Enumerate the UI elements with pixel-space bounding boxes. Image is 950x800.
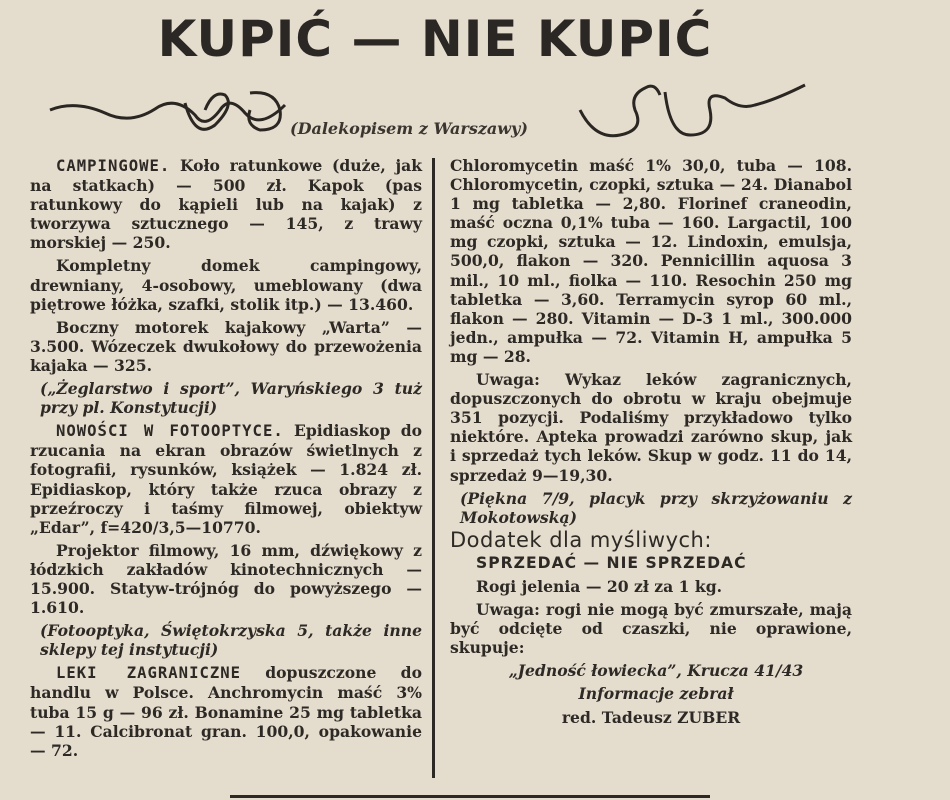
photo-source: (Fotooptyka, Świętokrzyska 5, także inne sklepy tej instytucji)	[40, 621, 422, 660]
right-signature-scribble	[575, 80, 810, 150]
medicine-text: dopuszczone do handlu w Polsce. Anchromycin maść 3% tuba 15 g — 96 zł. Bonamine 25 mg tabletka — 11. Calcibronat gran. 100,0, opakowanie — 72.	[30, 663, 422, 760]
camping-source: („Żeglarstwo i sport”, Waryńskiego 3 tuż przy pl. Konstytucji)	[40, 379, 422, 418]
byline: (Dalekopisem z Warszawy)	[290, 119, 528, 138]
right-column	[450, 156, 852, 731]
addon-line: Rogi jelenia — 20 zł za 1 kg.	[476, 576, 723, 596]
camping-paragraph-3: Boczny motorek kajakowy „Warta” — 3.500. Wózeczek dwukołowy do przewożenia kajaka — 325.	[30, 317, 422, 375]
photo-text: Epidiaskop do rzucania na ekran obrazów świetlnych z fotografii, rysunków, książek — 1.824 zł. Epidiaskop, który także rzuca obrazy z przeźroczy i taśmy filmowej, obiektyw „Edar”, f=420/3,5—10770.	[30, 421, 423, 537]
addon-source: „Jedność łowiecka”, Krucza 41/43	[508, 661, 804, 681]
medicine-list: Chloromycetin maść 1% 30,0, tuba — 108. Chloromycetin, czopki, sztuka — 24. Dianabol 1 mg tabletka — 2,80. Florinef craneodin, maść oczna 0,1% tuba — 160. Largactil, 100 mg czopki, sztuka — 12. Lindoxin, emulsja, 500,0, flakon — 320. Pennicillin aquosa 3 mil., 10 ml., fiolka — 110. Resochin 250 mg tabletka — 3,60. Terramycin syrop 60 ml., flakon — 280. Vitamin — D-3 1 ml., 300.000 jedn., ampułka — 72. Vitamin H, ampułka 5 mg — 28.	[450, 156, 852, 366]
medicine-source: (Piękna 7/9, placyk przy skrzyżowaniu z Mokotowską)	[460, 488, 852, 527]
camping-paragraph-2: Kompletny domek campingowy, drewniany, 4-osobowy, umeblowany (dwa piętrowe łóżka, szafki, stolik itp.) — 13.460.	[30, 256, 422, 314]
section-heading-photo: NOWOŚCI W FOTOOPTYCE.	[56, 422, 284, 441]
credit-line-1: Informacje zebrał	[578, 684, 734, 704]
left-signature-scribble	[45, 85, 290, 145]
section-heading-camping: CAMPINGOWE.	[56, 157, 171, 175]
article-title: KUPIĆ — NIE KUPIĆ	[157, 10, 713, 68]
addon-heading: SPRZEDAĆ — NIE SPRZEDAĆ	[476, 553, 747, 572]
credit-line-2: red. Tadeusz ZUBER	[561, 707, 741, 727]
bottom-rule	[230, 795, 710, 798]
medicine-note: Uwaga: Wykaz leków zagranicznych, dopuszczonych do obrotu w kraju obejmuje 351 pozycji. Podaliśmy przykładowo tylko niektóre. Apteka prowadzi zarówno skup, jak i sprzedaż tych leków. Skup w godz. 11 do 14, sprzedaż 9—19,30.	[450, 370, 852, 485]
camping-text: Koło ratunkowe (duże, jak na statkach) — 500 zł. Kapok (pas ratunkowy do kąpieli lub na kajak) z tworzywa sztucznego — 145, z trawy morskiej — 250.	[30, 156, 423, 253]
addon-title: Dodatek dla myśliwych:	[450, 527, 712, 552]
section-heading-medicine: LEKI ZAGRANICZNE	[56, 664, 242, 683]
photo-paragraph-2: Projektor filmowy, 16 mm, dźwiękowy z łódzkich zakładów kinotechnicznych — 15.900. Statyw-trójnóg do powyższego — 1.610.	[30, 540, 422, 618]
column-divider	[432, 158, 435, 778]
left-column	[30, 156, 422, 764]
addon-note: Uwaga: rogi nie mogą być zmurszałe, mają być odcięte od czaszki, nie oprawione, skupuje:	[450, 600, 852, 658]
